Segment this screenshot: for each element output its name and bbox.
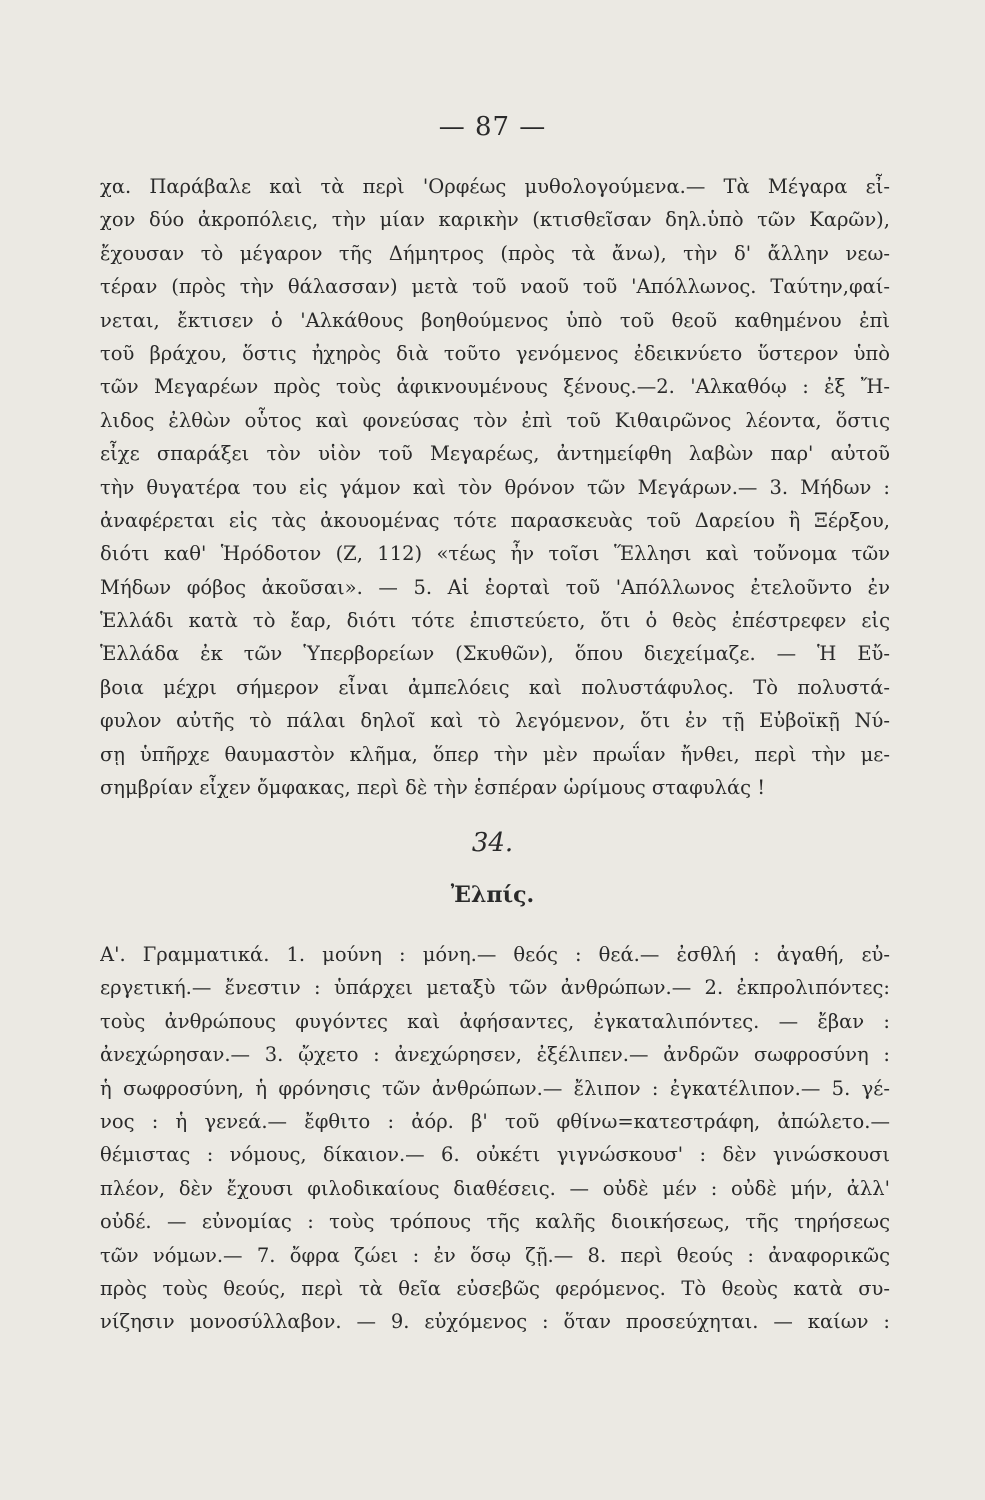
text-line: ἔχουσαν τὸ μέγαρον τῆς Δήμητρος (πρὸς τὰ ἄνω), τὴν δ' ἄλλην νεω-	[100, 241, 890, 265]
glossary-line: νίζησιν μονοσύλλαβον. — 9. εὐχόμενος : ὅταν προσεύχηται. — καίων :	[100, 1310, 890, 1334]
text-line: ἀναφέρεται εἰς τὰς ἀκουομένας τότε παρασκευὰς τοῦ Δαρείου ἢ Ξέρξου,	[100, 508, 890, 532]
text-line: τῶν Μεγαρέων πρὸς τοὺς ἀφικνουμένους ξένους.—2. 'Αλκαθόῳ : ἐξ Ἤ-	[100, 375, 890, 399]
text-line: εἶχε σπαράξει τὸν υἱὸν τοῦ Μεγαρέως, ἀντημείφθη λαβὼν παρ' αὐτοῦ	[100, 442, 890, 466]
text-line: νεται, ἔκτισεν ὁ 'Αλκάθους βοηθούμενος ὑπὸ τοῦ θεοῦ καθημένου ἐπὶ	[100, 308, 890, 332]
text-line: τέραν (πρὸς τὴν θάλασσαν) μετὰ τοῦ ναοῦ τοῦ 'Απόλλωνος. Ταύτην,φαί-	[100, 275, 890, 299]
text-line: λιδος ἐλθὼν οὗτος καὶ φονεύσας τὸν ἐπὶ τοῦ Κιθαιρῶνος λέοντα, ὅστις	[100, 408, 890, 432]
text-line: Μήδων φόβος ἀκοῦσαι». — 5. Αἱ ἑορταὶ τοῦ 'Απόλλωνος ἐτελοῦντο ἐν	[100, 575, 890, 599]
text-line: τοῦ βράχου, ὅστις ἠχηρὸς διὰ τοῦτο γενόμενος ἐδεικνύετο ὕστερον ὑπὸ	[100, 341, 890, 365]
glossary-line: πρὸς τοὺς θεούς, περὶ τὰ θεῖα εὐσεβῶς φερόμενος. Τὸ θεοὺς κατὰ συ-	[100, 1276, 890, 1300]
text-line: βοια μέχρι σήμερον εἶναι ἀμπελόεις καὶ πολυστάφυλος. Τὸ πολυστά-	[100, 675, 890, 699]
page-number: — 87 —	[438, 112, 547, 142]
glossary-line: Α'. Γραμματικά. 1. μούνη : μόνη.— θεός : θεά.— ἐσθλή : ἀγαθή, εὐ-	[100, 943, 890, 966]
text-line: σημβρίαν εἶχεν ὄμφακας, περὶ δὲ τὴν ἑσπέραν ὡρίμους σταφυλάς !	[100, 776, 766, 800]
text-line: Ἑλλάδα ἐκ τῶν Ὑπερβορείων (Σκυθῶν), ὅπου διεχείμαζε. — Ἡ Εὔ-	[100, 642, 890, 666]
text-line: τὴν θυγατέρα του εἰς γάμον καὶ τὸν θρόνον τῶν Μεγάρων.— 3. Μήδων :	[100, 475, 890, 499]
glossary-line: πλέον, δὲν ἔχουσι φιλοδικαίους διαθέσεις. — οὐδὲ μέν : οὐδὲ μήν, ἀλλ'	[100, 1176, 890, 1200]
text-line: χα. Παράβαλε καὶ τὰ περὶ 'Ορφέως μυθολογούμενα.— Τὰ Μέγαρα εἶ-	[100, 175, 890, 198]
text-line: διότι καθ' Ἡρόδοτον (Ζ, 112) «τέως ἦν τοῖσι Ἕλλησι καὶ τοὔνομα τῶν	[100, 542, 890, 566]
text-line: σῃ ὑπῆρχε θαυμαστὸν κλῆμα, ὅπερ τὴν μὲν πρωΐαν ἤνθει, περὶ τὴν με-	[100, 742, 890, 766]
glossary-line: νος : ἡ γενεά.— ἔφθιτο : ἀόρ. β' τοῦ φθίνω=κατεστράφη, ἀπώλετο.—	[100, 1109, 890, 1133]
section-title: Ἐλπίς.	[450, 882, 535, 908]
glossary-line: οὐδέ. — εὐνομίας : τοὺς τρόπους τῆς καλῆς διοικήσεως, τῆς τηρήσεως	[100, 1210, 890, 1234]
section-number: 34.	[471, 828, 514, 858]
glossary-line: θέμιστας : νόμους, δίκαιον.— 6. οὐκέτι γιγνώσκουσ' : δὲν γινώσκουσι	[100, 1143, 890, 1167]
text-line: φυλον αὐτῆς τὸ πάλαι δηλοῖ καὶ τὸ λεγόμενον, ὅτι ἐν τῇ Εὐβοϊκῇ Νύ-	[100, 709, 890, 733]
text-line: χον δύο ἀκροπόλεις, τὴν μίαν καρικὴν (κτισθεῖσαν δηλ.ὑπὸ τῶν Καρῶν),	[100, 208, 890, 232]
commentary-paragraph	[100, 170, 890, 804]
glossary-line: ἀνεχώρησαν.— 3. ᾤχετο : ἀνεχώρησεν, ἐξέλιπεν.— ἀνδρῶν σωφροσύνη :	[100, 1043, 890, 1067]
text-line: Ἑλλάδι κατὰ τὸ ἔαρ, διότι τότε ἐπιστεύετο, ὅτι ὁ θεὸς ἐπέστρεφεν εἰς	[100, 609, 890, 633]
glossary-line: ἡ σωφροσύνη, ἡ φρόνησις τῶν ἀνθρώπων.— ἔλιπον : ἐγκατέλιπον.— 5. γέ-	[100, 1076, 890, 1100]
glossary-line: τοὺς ἀνθρώπους φυγόντες καὶ ἀφήσαντες, ἐγκαταλιπόντες. — ἔβαν :	[100, 1009, 890, 1033]
glossary-notes	[100, 938, 890, 1339]
glossary-line: τῶν νόμων.— 7. ὄφρα ζώει : ἐν ὅσῳ ζῇ.— 8. περὶ θεούς : ἀναφορικῶς	[100, 1243, 890, 1267]
glossary-line: εργετική.— ἔνεστιν : ὑπάρχει μεταξὺ τῶν ἀνθρώπων.— 2. ἐκπρολιπόντες:	[100, 976, 890, 1000]
